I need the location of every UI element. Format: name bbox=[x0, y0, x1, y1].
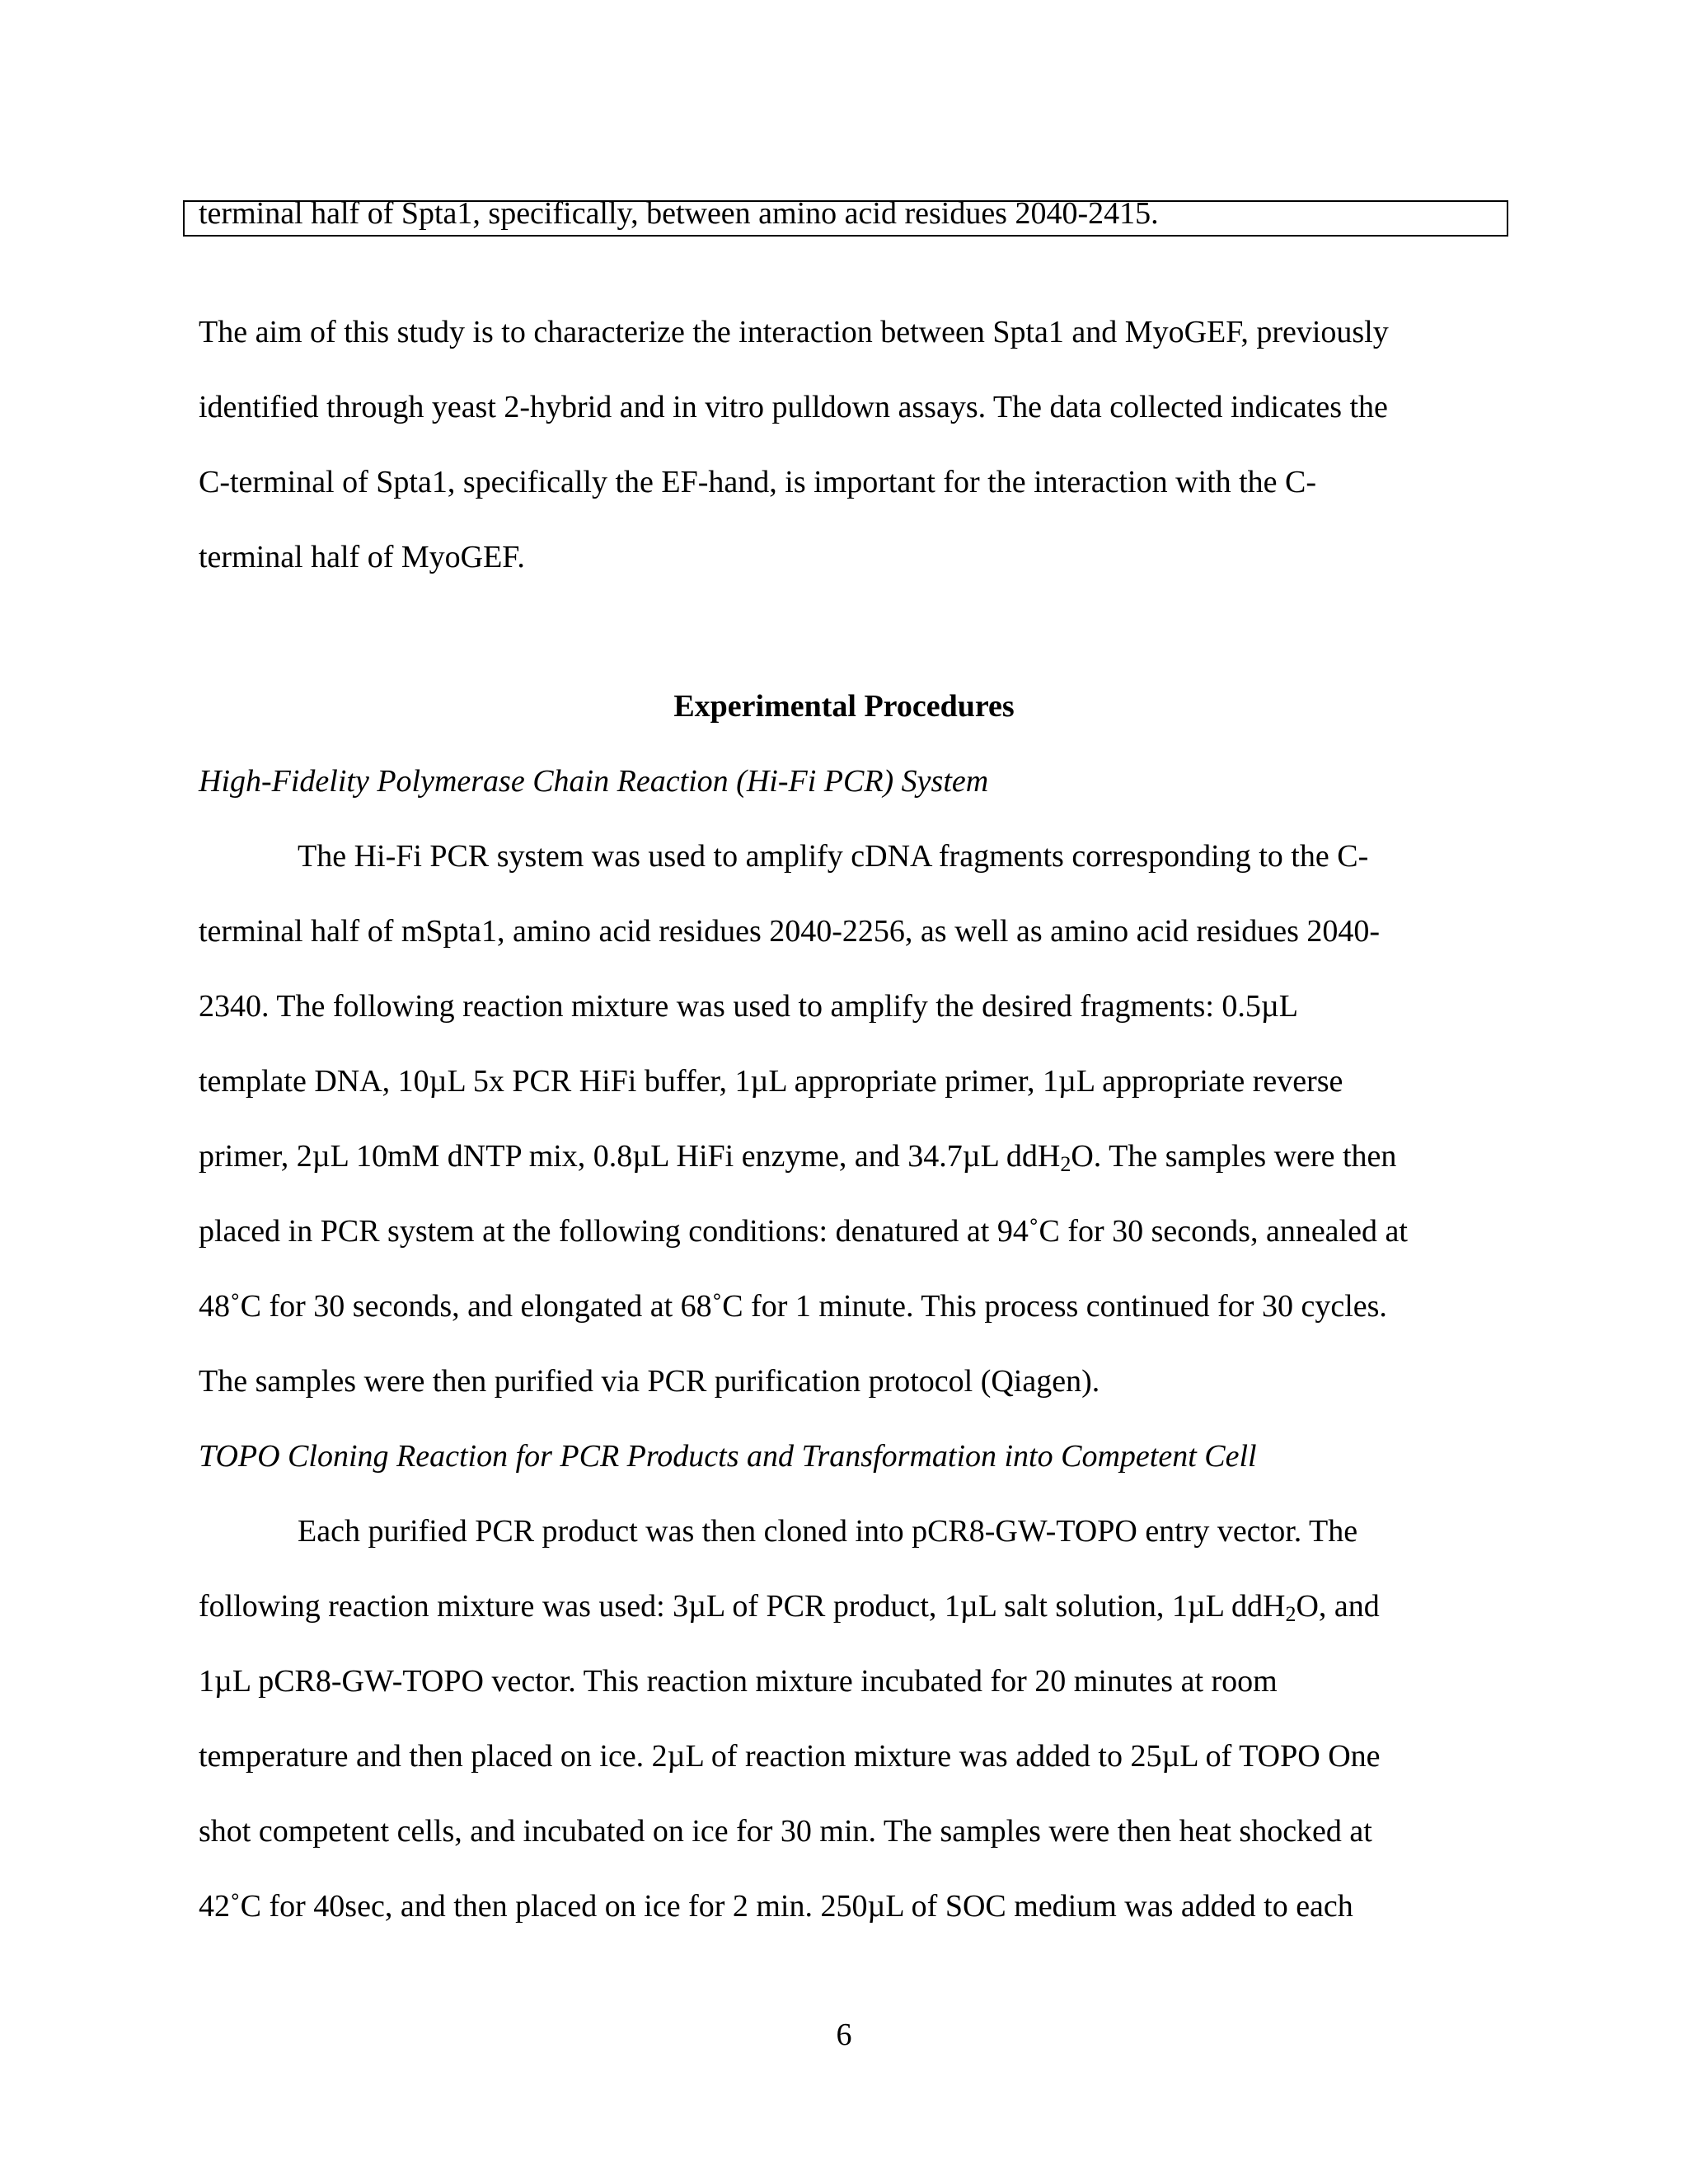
pcr-line-7: 48˚C for 30 seconds, and elongated at 68˚C for 1 minute. This process continued for 30 cycles. bbox=[199, 1289, 1387, 1324]
intro-line-4: terminal half of MyoGEF. bbox=[199, 540, 525, 574]
topo-line-3: 1µL pCR8-GW-TOPO vector. This reaction mixture incubated for 20 minutes at room bbox=[199, 1664, 1278, 1699]
pcr-line-3: 2340. The following reaction mixture was used to amplify the desired fragments: 0.5µL bbox=[199, 989, 1298, 1024]
topo-line-1: Each purified PCR product was then cloned into pCR8-GW-TOPO entry vector. The bbox=[298, 1514, 1358, 1549]
topo-line-2 bbox=[199, 1587, 1380, 1625]
continued-text-box bbox=[183, 196, 1508, 237]
topo-line-6: 42˚C for 40sec, and then placed on ice for 2 min. 250µL of SOC medium was added to each bbox=[199, 1889, 1353, 1924]
intro-line-3: C-terminal of Spta1, specifically the EF-hand, is important for the interaction with the C- bbox=[199, 465, 1317, 499]
pcr-line-6: placed in PCR system at the following conditions: denatured at 94˚C for 30 seconds, annealed at bbox=[199, 1214, 1408, 1249]
pcr-line-5-end: O. The samples were then bbox=[1071, 1139, 1397, 1174]
subscript-2: 2 bbox=[1285, 1602, 1296, 1626]
pcr-line-8: The samples were then purified via PCR purification protocol (Qiagen). bbox=[199, 1364, 1100, 1399]
continued-line: terminal half of Spta1, specifically, between amino acid residues 2040-2415. bbox=[199, 196, 1159, 231]
pcr-line-2: terminal half of mSpta1, amino acid residues 2040-2256, as well as amino acid residues 2040- bbox=[199, 914, 1381, 949]
topo-line-2-end: O, and bbox=[1296, 1589, 1380, 1624]
subscript-2: 2 bbox=[1060, 1152, 1071, 1176]
pcr-line-4: template DNA, 10µL 5x PCR HiFi buffer, 1µL appropriate primer, 1µL appropriate reverse bbox=[199, 1064, 1343, 1099]
pcr-line-5-start: primer, 2µL 10mM dNTP mix, 0.8µL HiFi enzyme, and 34.7µL ddH bbox=[199, 1139, 1061, 1174]
pcr-line-1: The Hi-Fi PCR system was used to amplify cDNA fragments corresponding to the C- bbox=[298, 839, 1369, 874]
page-number: 6 bbox=[836, 2018, 852, 2052]
pcr-line-5 bbox=[199, 1137, 1396, 1175]
pcr-subheading: High-Fidelity Polymerase Chain Reaction (Hi-Fi PCR) System bbox=[199, 764, 989, 799]
topo-line-5: shot competent cells, and incubated on ice for 30 min. The samples were then heat shocked at bbox=[199, 1814, 1372, 1849]
topo-line-2-start: following reaction mixture was used: 3µL of PCR product, 1µL salt solution, 1µL ddH bbox=[199, 1589, 1286, 1624]
intro-line-1: The aim of this study is to characterize the interaction between Spta1 and MyoGEF, previously bbox=[199, 315, 1389, 349]
section-heading: Experimental Procedures bbox=[673, 689, 1015, 724]
intro-line-2: identified through yeast 2-hybrid and in vitro pulldown assays. The data collected indicates the bbox=[199, 390, 1388, 424]
topo-line-4: temperature and then placed on ice. 2µL of reaction mixture was added to 25µL of TOPO One bbox=[199, 1739, 1381, 1774]
topo-subheading: TOPO Cloning Reaction for PCR Products and Transformation into Competent Cell bbox=[199, 1439, 1257, 1474]
